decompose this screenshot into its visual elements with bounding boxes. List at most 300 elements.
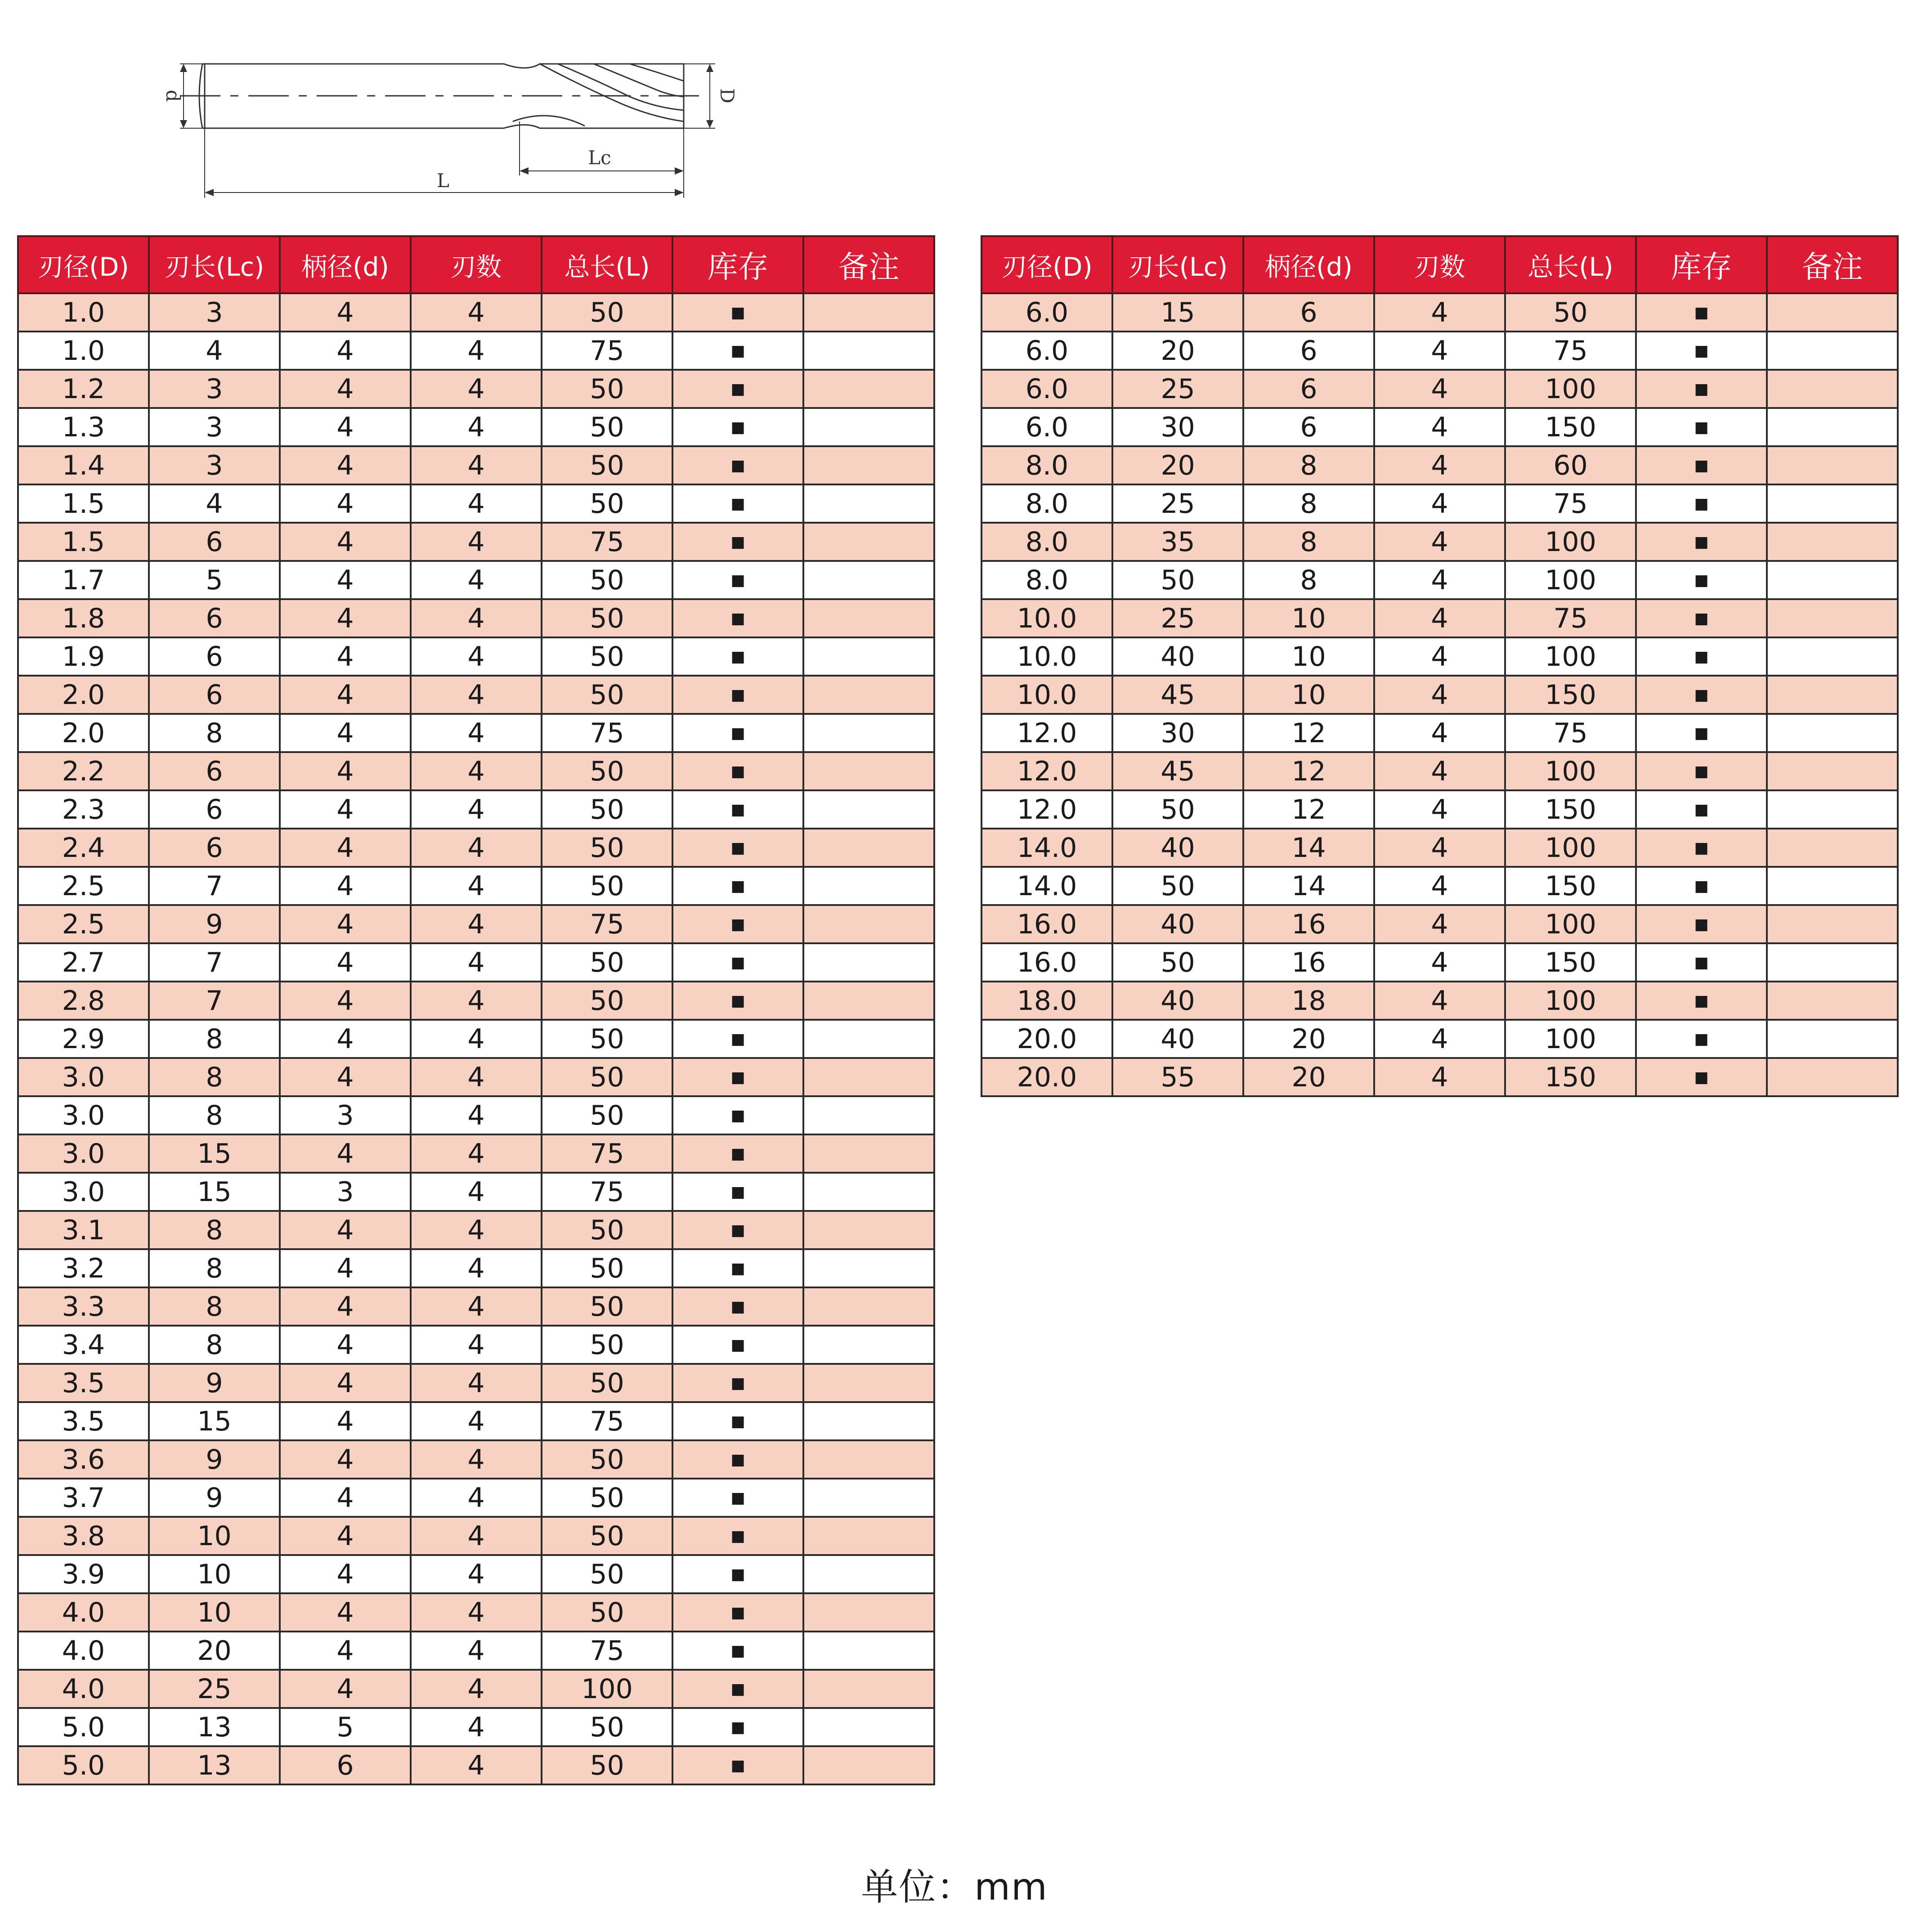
cell-flutes: 4 bbox=[1374, 1020, 1505, 1058]
cell-remarks bbox=[803, 1096, 934, 1134]
table-row bbox=[18, 1020, 934, 1058]
table-row bbox=[981, 332, 1898, 370]
cell-shank-diameter: 4 bbox=[280, 676, 411, 714]
cell-cutting-length: 15 bbox=[149, 1402, 280, 1440]
cell-cutting-length: 3 bbox=[149, 446, 280, 484]
cell-remarks bbox=[803, 1555, 934, 1593]
cell-diameter: 3.0 bbox=[18, 1173, 149, 1211]
cell-cutting-length: 50 bbox=[1112, 790, 1243, 829]
cell-remarks bbox=[803, 1517, 934, 1555]
table-row bbox=[18, 484, 934, 523]
cell-overall-length: 50 bbox=[542, 867, 672, 905]
table-row bbox=[981, 370, 1898, 408]
cell-shank-diameter: 4 bbox=[280, 1479, 411, 1517]
cell-flutes: 4 bbox=[411, 408, 542, 446]
cell-stock: ■ bbox=[672, 1364, 803, 1402]
table-row bbox=[18, 1249, 934, 1287]
cell-flutes: 4 bbox=[411, 293, 542, 332]
table-row bbox=[981, 293, 1898, 332]
cell-cutting-length: 35 bbox=[1112, 523, 1243, 561]
cell-remarks bbox=[803, 1173, 934, 1211]
cell-shank-diameter: 4 bbox=[280, 1020, 411, 1058]
cell-remarks bbox=[1767, 293, 1898, 332]
cell-flutes: 4 bbox=[411, 1211, 542, 1249]
cell-overall-length: 50 bbox=[542, 1517, 672, 1555]
cell-overall-length: 100 bbox=[1505, 370, 1636, 408]
cell-diameter: 20.0 bbox=[981, 1020, 1112, 1058]
cell-remarks bbox=[803, 1364, 934, 1402]
cell-stock: ■ bbox=[1636, 561, 1767, 599]
cell-overall-length: 50 bbox=[542, 408, 672, 446]
table-row bbox=[18, 1096, 934, 1134]
cell-remarks bbox=[803, 1326, 934, 1364]
cell-overall-length: 50 bbox=[542, 484, 672, 523]
cell-stock: ■ bbox=[672, 1440, 803, 1479]
cell-diameter: 1.0 bbox=[18, 293, 149, 332]
table-row bbox=[18, 1746, 934, 1784]
cell-remarks bbox=[803, 867, 934, 905]
cell-stock: ■ bbox=[1636, 484, 1767, 523]
cell-cutting-length: 6 bbox=[149, 752, 280, 790]
cell-overall-length: 50 bbox=[542, 561, 672, 599]
cell-flutes: 4 bbox=[411, 790, 542, 829]
table-row bbox=[18, 523, 934, 561]
cell-shank-diameter: 4 bbox=[280, 599, 411, 637]
cell-stock: ■ bbox=[1636, 752, 1767, 790]
cell-remarks bbox=[803, 1058, 934, 1096]
cell-diameter: 8.0 bbox=[981, 561, 1112, 599]
cell-cutting-length: 55 bbox=[1112, 1058, 1243, 1096]
cell-cutting-length: 7 bbox=[149, 867, 280, 905]
cell-overall-length: 50 bbox=[542, 676, 672, 714]
cell-remarks bbox=[803, 1708, 934, 1746]
cell-cutting-length: 8 bbox=[149, 1287, 280, 1326]
table-row bbox=[18, 943, 934, 982]
cell-flutes: 4 bbox=[1374, 676, 1505, 714]
cell-shank-diameter: 3 bbox=[280, 1096, 411, 1134]
cell-flutes: 4 bbox=[411, 1020, 542, 1058]
cell-overall-length: 50 bbox=[542, 1440, 672, 1479]
cell-shank-diameter: 6 bbox=[1243, 293, 1374, 332]
col-header-stock: 库存 bbox=[1636, 236, 1767, 293]
cell-shank-diameter: 6 bbox=[280, 1746, 411, 1784]
cell-overall-length: 75 bbox=[542, 1632, 672, 1670]
cell-stock: ■ bbox=[1636, 1020, 1767, 1058]
table-row bbox=[18, 599, 934, 637]
cell-flutes: 4 bbox=[411, 1746, 542, 1784]
table-row bbox=[18, 982, 934, 1020]
cell-stock: ■ bbox=[672, 1134, 803, 1173]
cell-overall-length: 75 bbox=[542, 714, 672, 752]
cell-stock: ■ bbox=[1636, 408, 1767, 446]
cell-stock: ■ bbox=[672, 446, 803, 484]
cell-stock: ■ bbox=[672, 408, 803, 446]
cell-overall-length: 50 bbox=[542, 1020, 672, 1058]
cell-stock: ■ bbox=[672, 1402, 803, 1440]
table-row bbox=[18, 1708, 934, 1746]
cell-shank-diameter: 6 bbox=[1243, 370, 1374, 408]
cell-shank-diameter: 8 bbox=[1243, 523, 1374, 561]
cell-diameter: 2.3 bbox=[18, 790, 149, 829]
cell-shank-diameter: 4 bbox=[280, 1632, 411, 1670]
cell-overall-length: 75 bbox=[542, 1134, 672, 1173]
cell-diameter: 1.4 bbox=[18, 446, 149, 484]
cell-stock: ■ bbox=[672, 332, 803, 370]
end-mill-dimension-diagram bbox=[153, 54, 774, 207]
cell-stock: ■ bbox=[672, 790, 803, 829]
cell-remarks bbox=[1767, 370, 1898, 408]
cell-shank-diameter: 5 bbox=[280, 1708, 411, 1746]
cell-flutes: 4 bbox=[411, 1708, 542, 1746]
cell-diameter: 3.7 bbox=[18, 1479, 149, 1517]
table-row bbox=[981, 1020, 1898, 1058]
cell-diameter: 2.2 bbox=[18, 752, 149, 790]
spec-table-right bbox=[981, 235, 1899, 1097]
cell-diameter: 3.5 bbox=[18, 1364, 149, 1402]
cell-shank-diameter: 4 bbox=[280, 1670, 411, 1708]
cell-remarks bbox=[1767, 676, 1898, 714]
cell-diameter: 1.5 bbox=[18, 484, 149, 523]
cell-shank-diameter: 4 bbox=[280, 484, 411, 523]
cell-flutes: 4 bbox=[411, 1555, 542, 1593]
cell-diameter: 12.0 bbox=[981, 790, 1112, 829]
table-row bbox=[981, 867, 1898, 905]
cell-remarks bbox=[803, 1632, 934, 1670]
cell-overall-length: 100 bbox=[1505, 637, 1636, 676]
cell-stock: ■ bbox=[1636, 982, 1767, 1020]
cell-flutes: 4 bbox=[411, 1440, 542, 1479]
cell-stock: ■ bbox=[672, 1096, 803, 1134]
cell-diameter: 4.0 bbox=[18, 1632, 149, 1670]
cell-flutes: 4 bbox=[411, 446, 542, 484]
table-header-row bbox=[981, 236, 1898, 293]
cell-shank-diameter: 4 bbox=[280, 1249, 411, 1287]
cell-stock: ■ bbox=[672, 752, 803, 790]
col-header-diameter: 刃径(D) bbox=[981, 236, 1112, 293]
cell-stock: ■ bbox=[1636, 293, 1767, 332]
cell-remarks bbox=[803, 1402, 934, 1440]
cell-shank-diameter: 12 bbox=[1243, 790, 1374, 829]
table-row bbox=[18, 1287, 934, 1326]
col-header-diameter: 刃径(D) bbox=[18, 236, 149, 293]
cell-diameter: 4.0 bbox=[18, 1670, 149, 1708]
cell-overall-length: 50 bbox=[542, 1479, 672, 1517]
cell-stock: ■ bbox=[672, 637, 803, 676]
cell-cutting-length: 3 bbox=[149, 408, 280, 446]
col-header-cutting-length: 刃长(Lc) bbox=[1112, 236, 1243, 293]
cell-flutes: 4 bbox=[1374, 370, 1505, 408]
cell-overall-length: 150 bbox=[1505, 408, 1636, 446]
cell-overall-length: 50 bbox=[542, 446, 672, 484]
cell-flutes: 4 bbox=[411, 752, 542, 790]
cell-stock: ■ bbox=[1636, 332, 1767, 370]
cell-flutes: 4 bbox=[411, 714, 542, 752]
col-header-overall-length: 总长(L) bbox=[1505, 236, 1636, 293]
cell-cutting-length: 8 bbox=[149, 1249, 280, 1287]
table-row bbox=[18, 905, 934, 943]
cell-remarks bbox=[803, 752, 934, 790]
cell-overall-length: 50 bbox=[542, 637, 672, 676]
cell-stock: ■ bbox=[672, 676, 803, 714]
table-row bbox=[18, 332, 934, 370]
cell-remarks bbox=[803, 943, 934, 982]
cell-diameter: 18.0 bbox=[981, 982, 1112, 1020]
cell-flutes: 4 bbox=[1374, 523, 1505, 561]
cell-diameter: 3.0 bbox=[18, 1134, 149, 1173]
cell-remarks bbox=[803, 523, 934, 561]
cell-overall-length: 50 bbox=[542, 752, 672, 790]
cell-flutes: 4 bbox=[411, 561, 542, 599]
cell-cutting-length: 8 bbox=[149, 1211, 280, 1249]
table-row bbox=[18, 1211, 934, 1249]
cell-shank-diameter: 4 bbox=[280, 714, 411, 752]
cell-overall-length: 50 bbox=[542, 1708, 672, 1746]
cell-flutes: 4 bbox=[411, 982, 542, 1020]
table-row bbox=[18, 446, 934, 484]
cell-cutting-length: 8 bbox=[149, 1096, 280, 1134]
table-row bbox=[18, 1555, 934, 1593]
table-row bbox=[18, 370, 934, 408]
cell-shank-diameter: 4 bbox=[280, 446, 411, 484]
table-row bbox=[18, 676, 934, 714]
cell-stock: ■ bbox=[1636, 905, 1767, 943]
cell-cutting-length: 8 bbox=[149, 714, 280, 752]
cell-remarks bbox=[1767, 982, 1898, 1020]
cell-flutes: 4 bbox=[411, 1173, 542, 1211]
cell-remarks bbox=[803, 446, 934, 484]
cell-remarks bbox=[803, 1211, 934, 1249]
cell-flutes: 4 bbox=[411, 1134, 542, 1173]
cell-shank-diameter: 12 bbox=[1243, 752, 1374, 790]
table-row bbox=[18, 752, 934, 790]
cell-diameter: 8.0 bbox=[981, 446, 1112, 484]
cell-remarks bbox=[803, 982, 934, 1020]
table-row bbox=[18, 829, 934, 867]
cell-remarks bbox=[803, 1249, 934, 1287]
cell-diameter: 1.2 bbox=[18, 370, 149, 408]
cell-stock: ■ bbox=[1636, 523, 1767, 561]
cell-diameter: 1.7 bbox=[18, 561, 149, 599]
cell-overall-length: 50 bbox=[542, 293, 672, 332]
cell-diameter: 2.5 bbox=[18, 905, 149, 943]
cell-diameter: 10.0 bbox=[981, 599, 1112, 637]
cell-shank-diameter: 4 bbox=[280, 905, 411, 943]
cell-flutes: 4 bbox=[411, 1287, 542, 1326]
cell-cutting-length: 20 bbox=[149, 1632, 280, 1670]
cell-flutes: 4 bbox=[1374, 332, 1505, 370]
cell-overall-length: 50 bbox=[542, 1287, 672, 1326]
cell-shank-diameter: 8 bbox=[1243, 561, 1374, 599]
table-row bbox=[18, 714, 934, 752]
cell-diameter: 3.4 bbox=[18, 1326, 149, 1364]
cell-shank-diameter: 4 bbox=[280, 561, 411, 599]
cell-overall-length: 150 bbox=[1505, 1058, 1636, 1096]
cell-remarks bbox=[803, 905, 934, 943]
unit-label: 单位：mm bbox=[861, 1866, 1048, 1909]
cell-overall-length: 150 bbox=[1505, 943, 1636, 982]
table-row bbox=[18, 1632, 934, 1670]
table-row bbox=[981, 1058, 1898, 1096]
cell-stock: ■ bbox=[672, 1593, 803, 1632]
cell-cutting-length: 10 bbox=[149, 1555, 280, 1593]
cell-diameter: 6.0 bbox=[981, 293, 1112, 332]
cell-stock: ■ bbox=[672, 599, 803, 637]
cell-remarks bbox=[803, 1479, 934, 1517]
cell-stock: ■ bbox=[1636, 714, 1767, 752]
cell-diameter: 2.8 bbox=[18, 982, 149, 1020]
table-row bbox=[981, 599, 1898, 637]
cell-cutting-length: 50 bbox=[1112, 867, 1243, 905]
cell-overall-length: 50 bbox=[542, 790, 672, 829]
cell-remarks bbox=[1767, 599, 1898, 637]
cell-cutting-length: 25 bbox=[1112, 484, 1243, 523]
cell-remarks bbox=[803, 332, 934, 370]
cell-flutes: 4 bbox=[411, 370, 542, 408]
col-header-flutes: 刃数 bbox=[1374, 236, 1505, 293]
cell-cutting-length: 45 bbox=[1112, 752, 1243, 790]
cell-shank-diameter: 4 bbox=[280, 1211, 411, 1249]
cell-shank-diameter: 4 bbox=[280, 790, 411, 829]
cell-stock: ■ bbox=[672, 1020, 803, 1058]
cell-cutting-length: 25 bbox=[1112, 370, 1243, 408]
cell-flutes: 4 bbox=[1374, 829, 1505, 867]
cell-diameter: 16.0 bbox=[981, 905, 1112, 943]
cell-diameter: 1.0 bbox=[18, 332, 149, 370]
cell-remarks bbox=[803, 714, 934, 752]
cell-remarks bbox=[1767, 1020, 1898, 1058]
cell-stock: ■ bbox=[672, 982, 803, 1020]
cell-diameter: 2.4 bbox=[18, 829, 149, 867]
table-row bbox=[18, 1440, 934, 1479]
cell-flutes: 4 bbox=[411, 1096, 542, 1134]
cell-stock: ■ bbox=[672, 1479, 803, 1517]
cell-shank-diameter: 4 bbox=[280, 829, 411, 867]
cell-shank-diameter: 4 bbox=[280, 752, 411, 790]
cell-overall-length: 75 bbox=[542, 523, 672, 561]
cell-overall-length: 50 bbox=[542, 1746, 672, 1784]
cell-remarks bbox=[1767, 523, 1898, 561]
cell-flutes: 4 bbox=[1374, 408, 1505, 446]
cell-stock: ■ bbox=[672, 1211, 803, 1249]
cell-flutes: 4 bbox=[411, 1632, 542, 1670]
cell-shank-diameter: 16 bbox=[1243, 905, 1374, 943]
cell-diameter: 2.9 bbox=[18, 1020, 149, 1058]
cell-overall-length: 75 bbox=[542, 905, 672, 943]
cell-shank-diameter: 10 bbox=[1243, 637, 1374, 676]
cell-flutes: 4 bbox=[411, 1249, 542, 1287]
cell-flutes: 4 bbox=[411, 676, 542, 714]
cell-overall-length: 50 bbox=[542, 1249, 672, 1287]
cell-shank-diameter: 4 bbox=[280, 943, 411, 982]
cell-cutting-length: 6 bbox=[149, 676, 280, 714]
cell-flutes: 4 bbox=[411, 943, 542, 982]
cell-remarks bbox=[1767, 561, 1898, 599]
col-header-flutes: 刃数 bbox=[411, 236, 542, 293]
table-row bbox=[18, 408, 934, 446]
cell-flutes: 4 bbox=[1374, 790, 1505, 829]
cell-cutting-length: 8 bbox=[149, 1326, 280, 1364]
table-row bbox=[981, 943, 1898, 982]
cell-stock: ■ bbox=[672, 1632, 803, 1670]
cell-diameter: 1.3 bbox=[18, 408, 149, 446]
diagram-label-D: D bbox=[716, 88, 738, 103]
cell-diameter: 1.8 bbox=[18, 599, 149, 637]
table-row bbox=[18, 867, 934, 905]
cell-shank-diameter: 4 bbox=[280, 408, 411, 446]
cell-overall-length: 50 bbox=[542, 1096, 672, 1134]
table-row bbox=[18, 1402, 934, 1440]
cell-remarks bbox=[1767, 829, 1898, 867]
cell-stock: ■ bbox=[672, 484, 803, 523]
cell-flutes: 4 bbox=[1374, 943, 1505, 982]
cell-remarks bbox=[1767, 943, 1898, 982]
cell-overall-length: 75 bbox=[542, 1402, 672, 1440]
cell-diameter: 1.9 bbox=[18, 637, 149, 676]
cell-flutes: 4 bbox=[411, 523, 542, 561]
cell-overall-length: 50 bbox=[542, 370, 672, 408]
cell-overall-length: 150 bbox=[1505, 676, 1636, 714]
cell-remarks bbox=[1767, 1058, 1898, 1096]
table-header-row bbox=[18, 236, 934, 293]
cell-flutes: 4 bbox=[411, 332, 542, 370]
cell-stock: ■ bbox=[672, 1517, 803, 1555]
cell-overall-length: 75 bbox=[1505, 332, 1636, 370]
table-row bbox=[18, 561, 934, 599]
cell-cutting-length: 8 bbox=[149, 1020, 280, 1058]
cell-diameter: 12.0 bbox=[981, 752, 1112, 790]
cell-diameter: 3.6 bbox=[18, 1440, 149, 1479]
cell-shank-diameter: 12 bbox=[1243, 714, 1374, 752]
cell-remarks bbox=[1767, 790, 1898, 829]
cell-flutes: 4 bbox=[1374, 752, 1505, 790]
table-row bbox=[18, 637, 934, 676]
cell-diameter: 3.3 bbox=[18, 1287, 149, 1326]
cell-stock: ■ bbox=[672, 370, 803, 408]
cell-remarks bbox=[803, 1746, 934, 1784]
cell-remarks bbox=[803, 1287, 934, 1326]
cell-overall-length: 150 bbox=[1505, 867, 1636, 905]
cell-shank-diameter: 4 bbox=[280, 1402, 411, 1440]
table-row bbox=[981, 523, 1898, 561]
cell-flutes: 4 bbox=[411, 1517, 542, 1555]
table-row bbox=[981, 561, 1898, 599]
col-header-shank-diameter: 柄径(d) bbox=[1243, 236, 1374, 293]
cell-shank-diameter: 4 bbox=[280, 1364, 411, 1402]
cell-diameter: 12.0 bbox=[981, 714, 1112, 752]
cell-overall-length: 75 bbox=[542, 1173, 672, 1211]
cell-shank-diameter: 14 bbox=[1243, 867, 1374, 905]
cell-overall-length: 75 bbox=[542, 332, 672, 370]
table-row bbox=[18, 1134, 934, 1173]
cell-overall-length: 100 bbox=[542, 1670, 672, 1708]
cell-shank-diameter: 4 bbox=[280, 1555, 411, 1593]
table-row bbox=[18, 1173, 934, 1211]
cell-overall-length: 50 bbox=[542, 1555, 672, 1593]
cell-shank-diameter: 20 bbox=[1243, 1058, 1374, 1096]
cell-diameter: 3.2 bbox=[18, 1249, 149, 1287]
cell-cutting-length: 3 bbox=[149, 370, 280, 408]
cell-cutting-length: 3 bbox=[149, 293, 280, 332]
cell-stock: ■ bbox=[672, 561, 803, 599]
cell-diameter: 3.0 bbox=[18, 1058, 149, 1096]
cell-diameter: 3.5 bbox=[18, 1402, 149, 1440]
cell-flutes: 4 bbox=[1374, 867, 1505, 905]
cell-stock: ■ bbox=[672, 1708, 803, 1746]
cell-cutting-length: 6 bbox=[149, 523, 280, 561]
cell-shank-diameter: 4 bbox=[280, 1440, 411, 1479]
table-row bbox=[981, 714, 1898, 752]
cell-shank-diameter: 4 bbox=[280, 1593, 411, 1632]
